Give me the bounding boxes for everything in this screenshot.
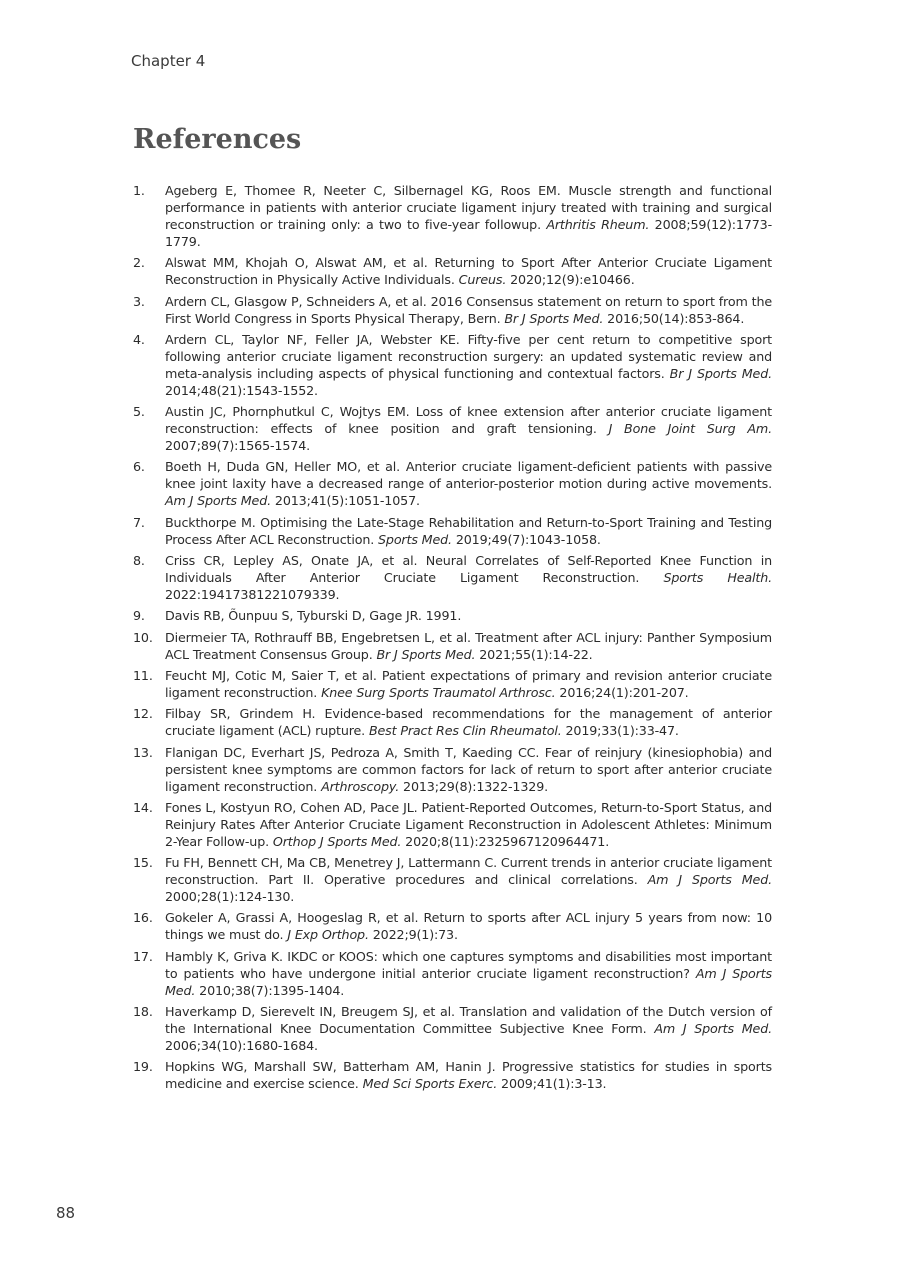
reference-item (133, 705, 772, 739)
reference-text: Haverkamp D, Sierevelt IN, Breugem SJ, et al. Translation and validation of the Dutch version of the International Knee Documentation Committee Subjective Knee Form. (165, 1004, 772, 1037)
reference-number: 1. (133, 183, 145, 198)
reference-citation: 2022;9(1):73. (372, 927, 458, 943)
reference-number: 14. (133, 799, 153, 815)
reference-text: Feucht MJ, Cotic M, Saier T, et al. Patient expectations of primary and revision anterior cruciate ligament reconstruction. (165, 667, 772, 700)
reference-item (133, 331, 772, 399)
reference-journal: Knee Surg Sports Traumatol Arthrosc. (321, 684, 556, 700)
reference-text: Fu FH, Bennett CH, Ma CB, Menetrey J, Lattermann C. Current trends in anterior cruciate ligament reconstruction. Part II. Operative procedures and clinical correlations. (165, 855, 772, 888)
reference-item (133, 607, 772, 624)
reference-journal: J Exp Orthop. (287, 927, 369, 943)
reference-item (133, 1058, 772, 1092)
references-heading: References (133, 124, 302, 155)
reference-number: 15. (133, 855, 153, 871)
reference-journal: Med Sci Sports Exerc. (362, 1076, 498, 1092)
reference-item (133, 799, 772, 850)
reference-item (133, 909, 772, 943)
reference-list (133, 182, 772, 1097)
reference-citation: 2013;41(5):1051-1057. (274, 493, 420, 509)
reference-number: 18. (133, 1004, 153, 1020)
reference-number: 12. (133, 706, 153, 722)
reference-text: Buckthorpe M. Optimising the Late-Stage Rehabilitation and Return-to-Sport Training and Testing Process After ACL Reconstruction. (165, 514, 772, 547)
reference-item (133, 403, 772, 454)
reference-text: Austin JC, Phornphutkul C, Wojtys EM. Loss of knee extension after anterior cruciate ligament reconstruction: effects of knee position and graft tensioning. (165, 404, 772, 437)
reference-text: Diermeier TA, Rothrauff BB, Engebretsen L, et al. Treatment after ACL injury: Panther Symposium ACL Treatment Consensus Group. (165, 629, 772, 662)
reference-number: 10. (133, 629, 153, 645)
reference-number: 4. (133, 331, 145, 347)
reference-journal: Orthop J Sports Med. (272, 833, 402, 849)
reference-journal: Best Pract Res Clin Rheumatol. (368, 723, 562, 739)
reference-citation: 2019;49(7):1043-1058. (455, 531, 601, 547)
page-number: 88 (56, 1204, 76, 1222)
reference-citation: 2016;50(14):853-864. (607, 310, 745, 326)
reference-number: 5. (133, 404, 145, 420)
reference-item (133, 744, 772, 795)
reference-item (133, 293, 772, 327)
reference-text: Filbay SR, Grindem H. Evidence-based recommendations for the management of anterior cruciate ligament (ACL) rupture. (165, 706, 772, 739)
reference-text: Hopkins WG, Marshall SW, Batterham AM, Hanin J. Progressive statistics for studies in sports medicine and exercise science. (165, 1059, 772, 1092)
reference-citation: 2007;89(7):1565-1574. (165, 438, 310, 454)
reference-number: 7. (133, 514, 145, 530)
reference-text: Criss CR, Lepley AS, Onate JA, et al. Neural Correlates of Self-Reported Knee Function in Individuals After Anterior Cruciate Ligament Reconstruction. (165, 553, 772, 586)
reference-number: 17. (133, 948, 153, 964)
reference-text: Hambly K, Griva K. IKDC or KOOS: which one captures symptoms and disabilities most important to patients who have undergone initial anterior cruciate ligament reconstruction? (165, 948, 772, 981)
reference-journal: Cureus. (458, 272, 507, 288)
reference-number: 8. (133, 553, 145, 569)
reference-text: Ardern CL, Glasgow P, Schneiders A, et al. 2016 Consensus statement on return to sport from the First World Congress in Sports Physical Therapy, Bern. (165, 293, 772, 326)
reference-citation: 2020;12(9):e10466. (510, 272, 635, 288)
reference-journal: J Bone Joint Surg Am. (608, 421, 772, 437)
reference-item (133, 254, 772, 288)
reference-journal: Am J Sports Med. (165, 493, 271, 509)
reference-citation: 2009;41(1):3-13. (501, 1076, 607, 1092)
reference-number: 13. (133, 744, 153, 760)
reference-item (133, 629, 772, 663)
reference-number: 2. (133, 255, 145, 271)
reference-item (133, 182, 772, 250)
reference-citation: 2021;55(1):14-22. (479, 646, 593, 662)
reference-citation: 2006;34(10):1680-1684. (165, 1038, 318, 1054)
reference-item (133, 1003, 772, 1054)
reference-citation: 2020;8(11):2325967120964471. (405, 833, 610, 849)
reference-journal: Br J Sports Med. (376, 646, 476, 662)
reference-journal: Sports Med. (378, 531, 452, 547)
reference-journal: Arthroscopy. (321, 778, 400, 794)
reference-citation: 2013;29(8):1322-1329. (403, 778, 549, 794)
reference-item (133, 552, 772, 603)
reference-text: Gokeler A, Grassi A, Hoogeslag R, et al. Return to sports after ACL injury 5 years from now: 10 things we must do. (165, 910, 772, 943)
reference-journal: Sports Health. (663, 570, 772, 586)
reference-citation: 2010;38(7):1395-1404. (199, 982, 345, 998)
reference-item (133, 458, 772, 509)
reference-citation: 2014;48(21):1543-1552. (165, 382, 318, 398)
chapter-label: Chapter 4 (131, 52, 206, 70)
reference-journal: Am J Sports Med. (165, 965, 772, 998)
reference-citation: 2019;33(1):33-47. (565, 723, 679, 739)
reference-number: 16. (133, 910, 153, 926)
reference-item (133, 667, 772, 701)
reference-item (133, 514, 772, 548)
reference-citation: 2016;24(1):201-207. (559, 684, 689, 700)
reference-text: Boeth H, Duda GN, Heller MO, et al. Anterior cruciate ligament-deficient patients with passive knee joint laxity have a decreased range of anterior-posterior motion during active movements. (165, 459, 772, 492)
reference-number: 11. (133, 667, 153, 683)
reference-journal: Am J Sports Med. (647, 872, 772, 888)
reference-item (133, 854, 772, 905)
reference-citation: 2008;59(12):1773-1779. (165, 217, 772, 249)
reference-text: Davis RB, Õunpuu S, Tyburski D, Gage JR. 1991. (165, 608, 462, 624)
reference-journal: Arthritis Rheum. (546, 217, 650, 232)
reference-journal: Am J Sports Med. (654, 1021, 772, 1037)
reference-text: Ageberg E, Thomee R, Neeter C, Silbernagel KG, Roos EM. Muscle strength and functional performance in patients with anterior cruciate ligament injury treated with training and surgical reconstruction or training only: a two to five-year followup. (165, 183, 772, 232)
reference-number: 6. (133, 459, 145, 475)
reference-text: Alswat MM, Khojah O, Alswat AM, et al. Returning to Sport After Anterior Cruciate Ligament Reconstruction in Physically Active Individuals. (165, 255, 772, 288)
reference-number: 19. (133, 1059, 153, 1075)
reference-citation: 2000;28(1):124-130. (165, 889, 295, 905)
reference-item (133, 948, 772, 999)
reference-number: 9. (133, 608, 145, 624)
reference-journal: Br J Sports Med. (669, 365, 772, 381)
reference-text: Fones L, Kostyun RO, Cohen AD, Pace JL. Patient-Reported Outcomes, Return-to-Sport Status, and Reinjury Rates After Anterior Cruciate Ligament Reconstruction in Adolescent Athletes: Minimum 2-Year Follow-up. (165, 799, 772, 849)
reference-text: Ardern CL, Taylor NF, Feller JA, Webster KE. Fifty-five per cent return to competitive sport following anterior cruciate ligament reconstruction surgery: an updated systematic review and meta-analysis including aspects of physical functioning and contextual factors. (165, 331, 772, 381)
reference-journal: Br J Sports Med. (504, 310, 604, 326)
reference-number: 3. (133, 293, 145, 309)
reference-citation: 2022:19417381221079339. (165, 587, 340, 603)
reference-text: Flanigan DC, Everhart JS, Pedroza A, Smith T, Kaeding CC. Fear of reinjury (kinesiophobia) and persistent knee symptoms are common factors for lack of return to sport after anterior cruciate ligament reconstruction. (165, 744, 772, 794)
